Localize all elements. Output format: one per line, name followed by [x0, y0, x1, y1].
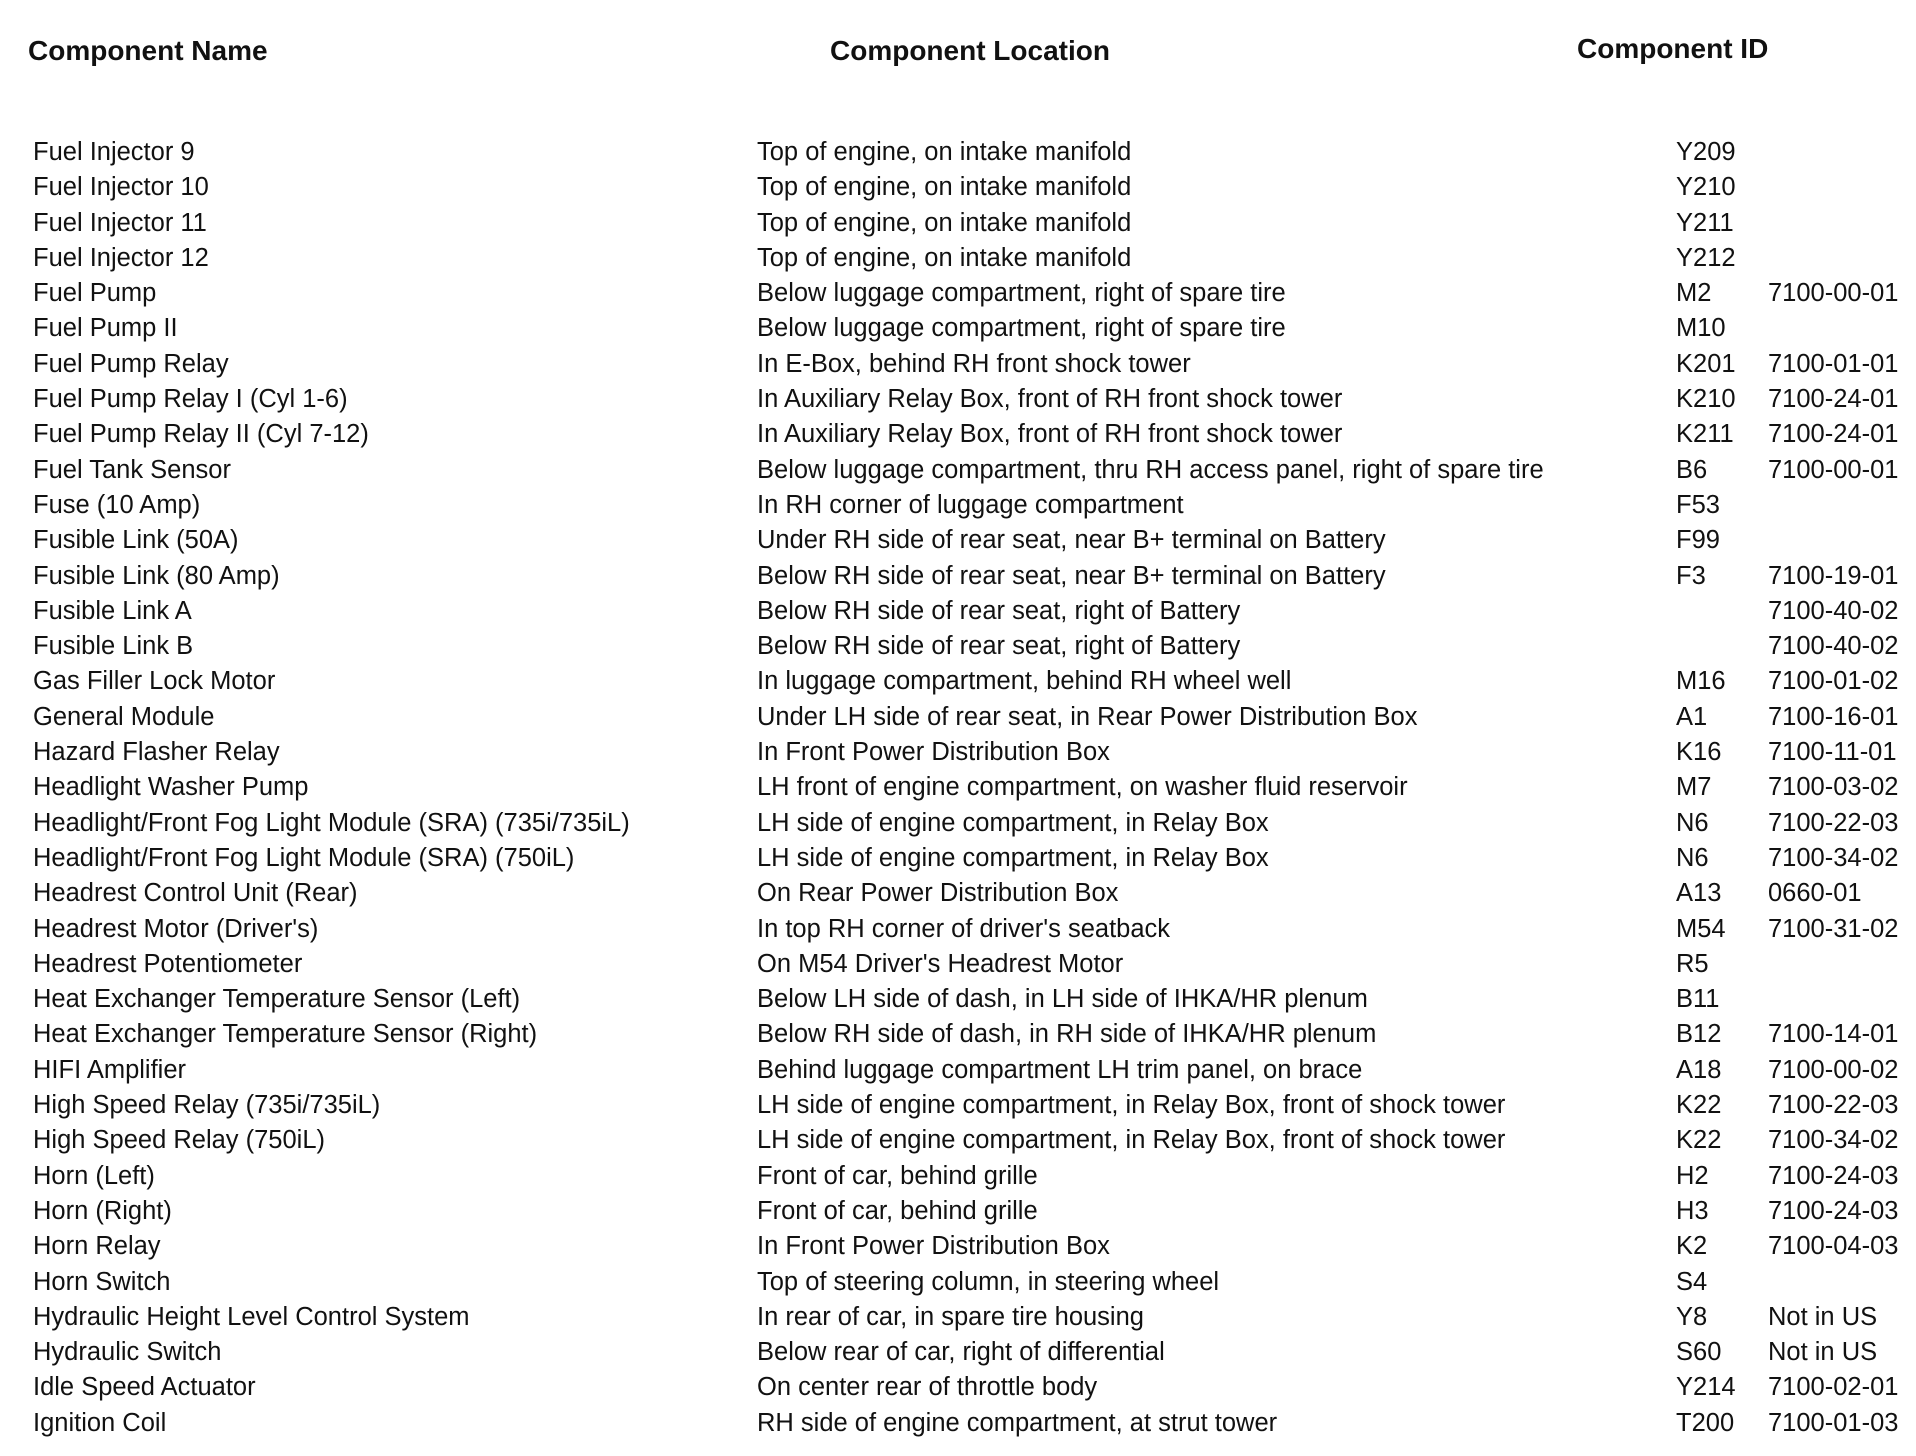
component-id: K2 — [1676, 1232, 1708, 1261]
table-body — [0, 135, 1916, 1441]
component-name: Fuel Injector 9 — [33, 138, 195, 166]
component-id: B12 — [1676, 1020, 1722, 1049]
component-location: Below RH side of rear seat, near B+ terminal on Battery — [757, 561, 1386, 590]
component-code: 7100-02-01 — [1768, 1373, 1899, 1402]
component-name: General Module — [33, 702, 215, 731]
table-row — [0, 629, 1916, 664]
component-id: K211 — [1676, 420, 1734, 449]
component-name: Fuel Pump — [33, 279, 157, 308]
table-row — [0, 559, 1916, 594]
component-location: Below LH side of dash, in LH side of IHKA/HR plenum — [757, 985, 1368, 1014]
table-row — [0, 1088, 1916, 1123]
component-location: LH side of engine compartment, in Relay Box, front of shock tower — [757, 1126, 1506, 1155]
component-location: In luggage compartment, behind RH wheel well — [757, 667, 1292, 696]
component-name: Fusible Link (80 Amp) — [33, 561, 280, 590]
header-component-name: Component Name — [28, 35, 268, 66]
component-code: 7100-24-01 — [1768, 420, 1899, 449]
component-location: On center rear of throttle body — [757, 1373, 1098, 1402]
component-name: Fusible Link B — [33, 632, 194, 661]
table-row — [0, 206, 1916, 241]
component-location: In E-Box, behind RH front shock tower — [757, 349, 1191, 378]
table-row — [0, 982, 1916, 1017]
component-name: HIFI Amplifier — [33, 1055, 187, 1084]
component-id: F99 — [1676, 526, 1720, 555]
component-location: Below luggage compartment, right of spare tire — [757, 314, 1286, 343]
component-code: 7100-40-02 — [1768, 632, 1899, 661]
component-location: LH side of engine compartment, in Relay Box — [757, 808, 1269, 837]
component-id: Y209 — [1676, 138, 1736, 166]
table-row — [0, 770, 1916, 805]
table-row — [0, 1300, 1916, 1335]
table-row — [0, 841, 1916, 876]
component-name: Hydraulic Switch — [33, 1338, 222, 1367]
component-name: Headlight/Front Fog Light Module (SRA) (735i/735iL) — [33, 808, 630, 837]
component-location: In Auxiliary Relay Box, front of RH front shock tower — [757, 385, 1343, 414]
table-row — [0, 664, 1916, 699]
component-name: Headlight/Front Fog Light Module (SRA) (750iL) — [33, 843, 575, 872]
component-name: Fuel Injector 12 — [33, 243, 209, 272]
component-name: Headrest Potentiometer — [33, 949, 303, 978]
component-code: 7100-19-01 — [1768, 561, 1899, 590]
component-id: N6 — [1676, 843, 1709, 872]
component-location: Below RH side of dash, in RH side of IHKA/HR plenum — [757, 1020, 1377, 1049]
component-location: In Auxiliary Relay Box, front of RH front shock tower — [757, 420, 1343, 449]
component-location: Below RH side of rear seat, right of Battery — [757, 632, 1241, 661]
component-name: Fuel Tank Sensor — [33, 455, 231, 484]
component-name: Gas Filler Lock Motor — [33, 667, 276, 696]
component-id: M7 — [1676, 773, 1712, 802]
component-location: On M54 Driver's Headrest Motor — [757, 949, 1124, 978]
component-name: Heat Exchanger Temperature Sensor (Right) — [33, 1020, 538, 1049]
component-id: R5 — [1676, 949, 1709, 978]
component-code: 7100-24-03 — [1768, 1161, 1899, 1190]
component-name: Fuel Injector 10 — [33, 173, 209, 202]
component-code: 7100-04-03 — [1768, 1232, 1899, 1261]
table-row — [0, 700, 1916, 735]
table-row — [0, 1159, 1916, 1194]
component-code: 7100-01-02 — [1768, 667, 1899, 696]
component-code: 7100-00-01 — [1768, 279, 1899, 308]
table-row — [0, 594, 1916, 629]
component-location: In RH corner of luggage compartment — [757, 490, 1184, 519]
component-id: B6 — [1676, 455, 1708, 484]
component-name: Fusible Link A — [33, 596, 192, 625]
component-name: Fuel Pump Relay I (Cyl 1-6) — [33, 385, 348, 414]
table-row — [0, 1053, 1916, 1088]
component-code: 7100-16-01 — [1768, 702, 1899, 731]
component-name: Fuel Pump II — [33, 314, 178, 343]
table-row — [0, 1335, 1916, 1370]
component-location: Below luggage compartment, right of spare tire — [757, 279, 1286, 308]
component-id: H2 — [1676, 1161, 1709, 1190]
component-name: Horn Switch — [33, 1267, 171, 1296]
component-location: Top of engine, on intake manifold — [757, 208, 1132, 237]
component-name: Hazard Flasher Relay — [33, 738, 280, 767]
table-row — [0, 1265, 1916, 1300]
component-code: 7100-24-03 — [1768, 1196, 1899, 1225]
component-id: Y212 — [1676, 243, 1736, 272]
component-location: LH side of engine compartment, in Relay Box, front of shock tower — [757, 1091, 1506, 1120]
component-location: Under LH side of rear seat, in Rear Power Distribution Box — [757, 702, 1418, 731]
component-id: Y211 — [1676, 208, 1734, 237]
table-row — [0, 523, 1916, 558]
component-location: In top RH corner of driver's seatback — [757, 914, 1171, 943]
component-code: 7100-00-01 — [1768, 455, 1899, 484]
table-row — [0, 488, 1916, 523]
table-row — [0, 806, 1916, 841]
table-row — [0, 1017, 1916, 1052]
table-row — [0, 453, 1916, 488]
component-id: M16 — [1676, 667, 1726, 696]
component-name: High Speed Relay (750iL) — [33, 1126, 326, 1155]
component-id: Y210 — [1676, 173, 1736, 202]
component-code: 7100-40-02 — [1768, 596, 1899, 625]
component-id: N6 — [1676, 808, 1709, 837]
table-row — [0, 735, 1916, 770]
component-name: Fuel Pump Relay II (Cyl 7-12) — [33, 420, 369, 449]
component-id: F53 — [1676, 490, 1720, 519]
table-row — [0, 170, 1916, 205]
component-location: Front of car, behind grille — [757, 1161, 1038, 1190]
component-id: Y214 — [1676, 1373, 1736, 1402]
component-code: 7100-31-02 — [1768, 914, 1899, 943]
component-name: Fuel Injector 11 — [33, 208, 207, 237]
component-name: Hydraulic Height Level Control System — [33, 1302, 470, 1331]
component-id: A1 — [1676, 702, 1708, 731]
component-code: 7100-22-03 — [1768, 1091, 1899, 1120]
table-row — [0, 311, 1916, 346]
component-id: A13 — [1676, 879, 1722, 908]
component-name: High Speed Relay (735i/735iL) — [33, 1091, 381, 1120]
table-row — [0, 347, 1916, 382]
component-id: M2 — [1676, 279, 1712, 308]
component-id: K22 — [1676, 1091, 1722, 1120]
component-location: Top of engine, on intake manifold — [757, 138, 1132, 166]
component-id: Y8 — [1676, 1302, 1708, 1331]
component-location: RH side of engine compartment, at strut tower — [757, 1408, 1278, 1437]
table-row — [0, 135, 1916, 170]
component-id: M54 — [1676, 914, 1726, 943]
component-id: B11 — [1676, 985, 1720, 1014]
component-location: Top of steering column, in steering wheel — [757, 1267, 1220, 1296]
component-id: S60 — [1676, 1338, 1722, 1367]
component-code: 7100-00-02 — [1768, 1055, 1899, 1084]
component-code: 7100-01-03 — [1768, 1408, 1899, 1437]
component-name: Idle Speed Actuator — [33, 1373, 256, 1402]
table-row — [0, 417, 1916, 452]
component-id: A18 — [1676, 1055, 1722, 1084]
component-code: 7100-24-01 — [1768, 385, 1899, 414]
component-name: Horn (Right) — [33, 1196, 172, 1225]
component-location: Below rear of car, right of differential — [757, 1338, 1165, 1367]
table-row — [0, 912, 1916, 947]
table-row — [0, 1406, 1916, 1441]
component-code: Not in US — [1768, 1302, 1878, 1331]
component-id: S4 — [1676, 1267, 1708, 1296]
header-component-location: Component Location — [830, 35, 1110, 66]
component-id: K16 — [1676, 738, 1722, 767]
component-code: 7100-01-01 — [1768, 349, 1899, 378]
component-location: In Front Power Distribution Box — [757, 738, 1110, 767]
component-name: Headlight Washer Pump — [33, 773, 309, 802]
component-location: Under RH side of rear seat, near B+ terminal on Battery — [757, 526, 1386, 555]
component-location: Below RH side of rear seat, right of Battery — [757, 596, 1241, 625]
table-row — [0, 1370, 1916, 1405]
component-id: T200 — [1676, 1408, 1735, 1437]
component-location: Top of engine, on intake manifold — [757, 243, 1132, 272]
component-id: K22 — [1676, 1126, 1722, 1155]
component-location: In rear of car, in spare tire housing — [757, 1302, 1144, 1331]
component-code: 7100-22-03 — [1768, 808, 1899, 837]
component-name: Horn Relay — [33, 1232, 161, 1261]
table-row — [0, 1229, 1916, 1264]
component-id: H3 — [1676, 1196, 1709, 1225]
component-location: Front of car, behind grille — [757, 1196, 1038, 1225]
component-name: Fuel Pump Relay — [33, 349, 229, 378]
component-location: Top of engine, on intake manifold — [757, 173, 1132, 202]
component-location: LH side of engine compartment, in Relay Box — [757, 843, 1269, 872]
component-id: K210 — [1676, 385, 1736, 414]
component-location: In Front Power Distribution Box — [757, 1232, 1110, 1261]
component-code: Not in US — [1768, 1338, 1878, 1367]
component-code: 7100-11-01 — [1768, 738, 1897, 767]
header-component-id: Component ID — [1577, 33, 1769, 64]
component-name: Fuse (10 Amp) — [33, 490, 201, 519]
component-location: On Rear Power Distribution Box — [757, 879, 1119, 908]
component-code: 0660-01 — [1768, 879, 1862, 908]
component-code: 7100-03-02 — [1768, 773, 1899, 802]
component-name: Horn (Left) — [33, 1161, 155, 1190]
component-code: 7100-34-02 — [1768, 1126, 1899, 1155]
table-row — [0, 241, 1916, 276]
table-row — [0, 1194, 1916, 1229]
component-id: M10 — [1676, 314, 1726, 343]
component-code: 7100-14-01 — [1768, 1020, 1899, 1049]
table-row — [0, 1123, 1916, 1158]
component-id: F3 — [1676, 561, 1706, 590]
component-location: Below luggage compartment, thru RH access panel, right of spare tire — [757, 455, 1544, 484]
component-name: Ignition Coil — [33, 1408, 167, 1437]
component-name: Heat Exchanger Temperature Sensor (Left) — [33, 985, 521, 1014]
component-name: Headrest Motor (Driver's) — [33, 914, 319, 943]
component-name: Headrest Control Unit (Rear) — [33, 879, 358, 908]
component-code: 7100-34-02 — [1768, 843, 1899, 872]
table-row — [0, 947, 1916, 982]
component-id: K201 — [1676, 349, 1736, 378]
component-location: Behind luggage compartment LH trim panel, on brace — [757, 1055, 1363, 1084]
table-row — [0, 876, 1916, 911]
component-location: LH front of engine compartment, on washer fluid reservoir — [757, 773, 1408, 802]
component-name: Fusible Link (50A) — [33, 526, 239, 555]
table-row — [0, 382, 1916, 417]
table-row — [0, 276, 1916, 311]
